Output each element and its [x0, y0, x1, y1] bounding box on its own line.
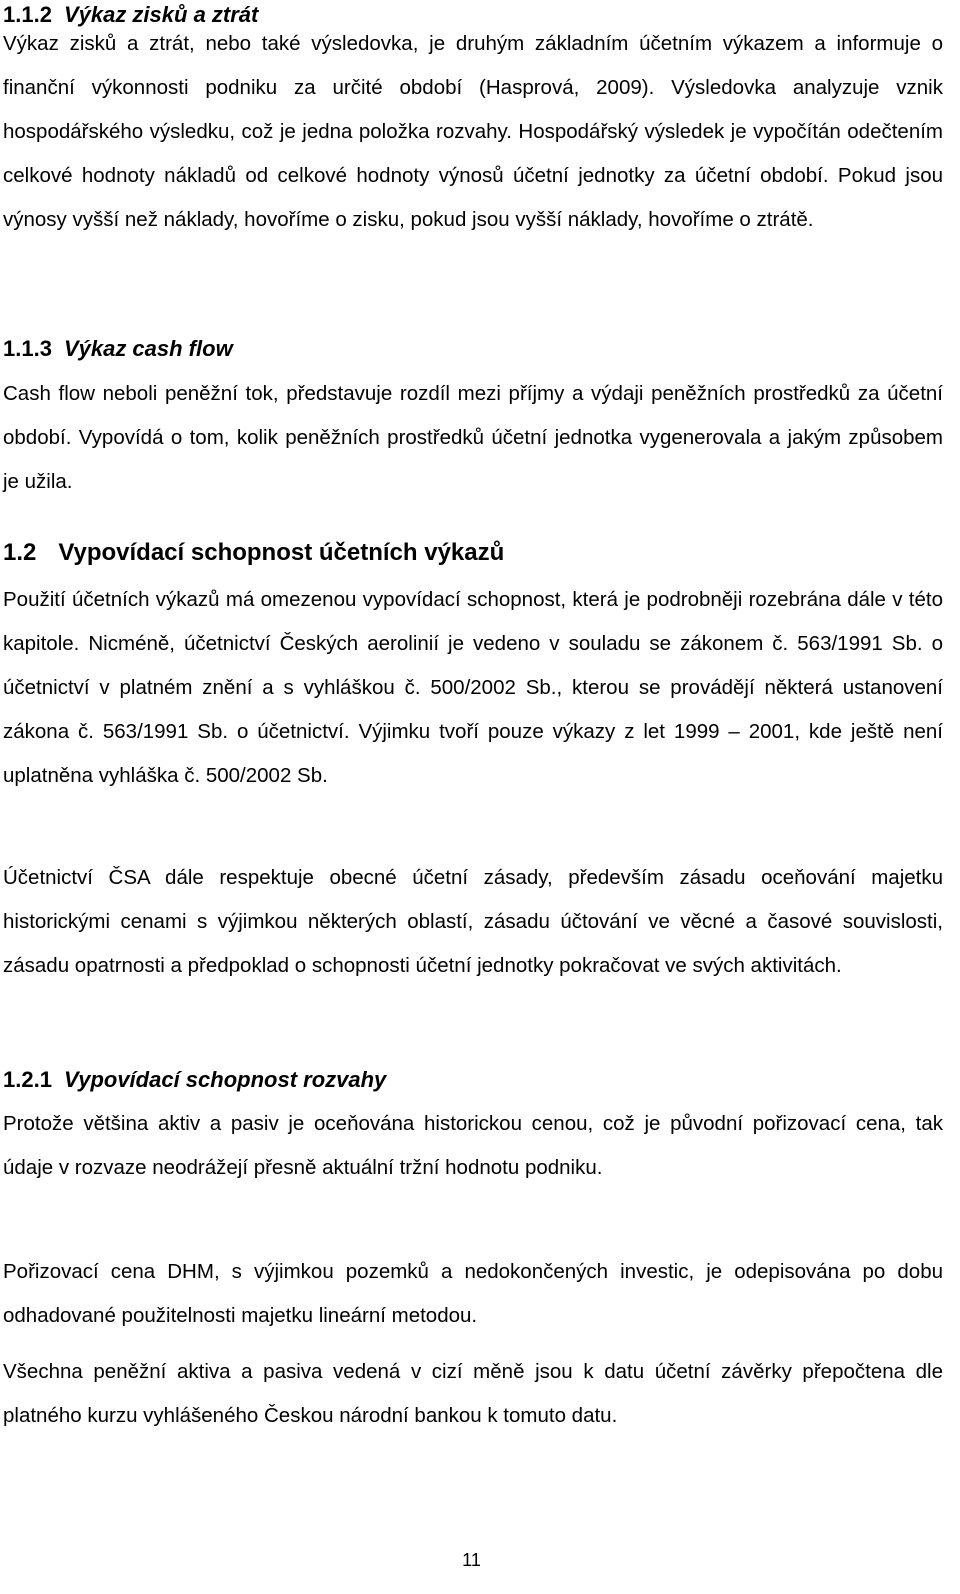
section-heading-1-1-3	[3, 334, 233, 364]
section-title: Vypovídací schopnost účetních výkazů	[58, 539, 505, 566]
paragraph-accounting-principles: Účetnictví ČSA dále respektuje obecné účetní zásady, především zásadu oceňování majetku historickými cenami s výjimkou některých oblastí, zásadu účtování ve věcné a časové souvislosti, zásadu opatrnosti a předpoklad o schopnosti účetní jednotky pokračovat ve svých aktivitách.	[3, 866, 943, 977]
section-title: Vypovídací schopnost rozvahy	[63, 1067, 387, 1092]
paragraph-foreign-currency: Všechna peněžní aktiva a pasiva vedená v cizí měně jsou k datu účetní závěrky přepočtena dle platného kurzu vyhlášeného Českou národní bankou k tomuto datu.	[3, 1360, 943, 1427]
section-number: 1.2.1	[3, 1067, 52, 1092]
page-number: 11	[462, 1550, 481, 1570]
paragraph-income-statement: Výkaz zisků a ztrát, nebo také výsledovka, je druhým základním účetním výkazem a informuje o finanční výkonnosti podniku za určité období (Hasprová, 2009). Výsledovka analyzuje vznik hospodářského výsledku, což je jedna položka rozvahy. Hospodářský výsledek je vypočítán odečtením celkové hodnoty nákladů od celkové hodnoty výnosů účetní jednotky za účetní období. Pokud jsou výnosy vyšší než náklady, hovoříme o zisku, pokud jsou vyšší náklady, hovoříme o ztrátě.	[3, 32, 943, 231]
section-title: Výkaz zisků a ztrát	[63, 2, 259, 27]
section-heading-1-2-1	[3, 1065, 386, 1095]
section-number: 1.1.2	[3, 2, 52, 27]
section-heading-1-2	[3, 537, 504, 569]
paragraph-historical-cost: Protože většina aktiv a pasiv je oceňována historickou cenou, což je původní pořizovací cena, tak údaje v rozvaze neodrážejí přesně aktuální tržní hodnotu podniku.	[3, 1112, 943, 1179]
section-title: Výkaz cash flow	[63, 336, 233, 361]
paragraph-reporting-capability: Použití účetních výkazů má omezenou vypovídací schopnost, která je podrobněji rozebrána dále v této kapitole. Nicméně, účetnictví Českých aerolinií je vedeno v souladu se zákonem č. 563/1991 Sb. o účetnictví v platném znění a s vyhláškou č. 500/2002 Sb., kterou se provádějí některá ustanovení zákona č. 563/1991 Sb. o účetnictví. Výjimku tvoří pouze výkazy z let 1999 – 2001, kde ještě není uplatněna vyhláška č. 500/2002 Sb.	[3, 588, 943, 787]
paragraph-depreciation: Pořizovací cena DHM, s výjimkou pozemků a nedokončených investic, je odepisována po dobu odhadované použitelnosti majetku lineární metodou.	[3, 1260, 943, 1327]
section-number: 1.1.3	[3, 336, 52, 361]
paragraph-cash-flow: Cash flow neboli peněžní tok, představuje rozdíl mezi příjmy a výdaji peněžních prostředků za účetní období. Vypovídá o tom, kolik peněžních prostředků účetní jednotka vygenerovala a jakým způsobem je užila.	[3, 382, 943, 493]
section-number: 1.2	[3, 539, 37, 566]
